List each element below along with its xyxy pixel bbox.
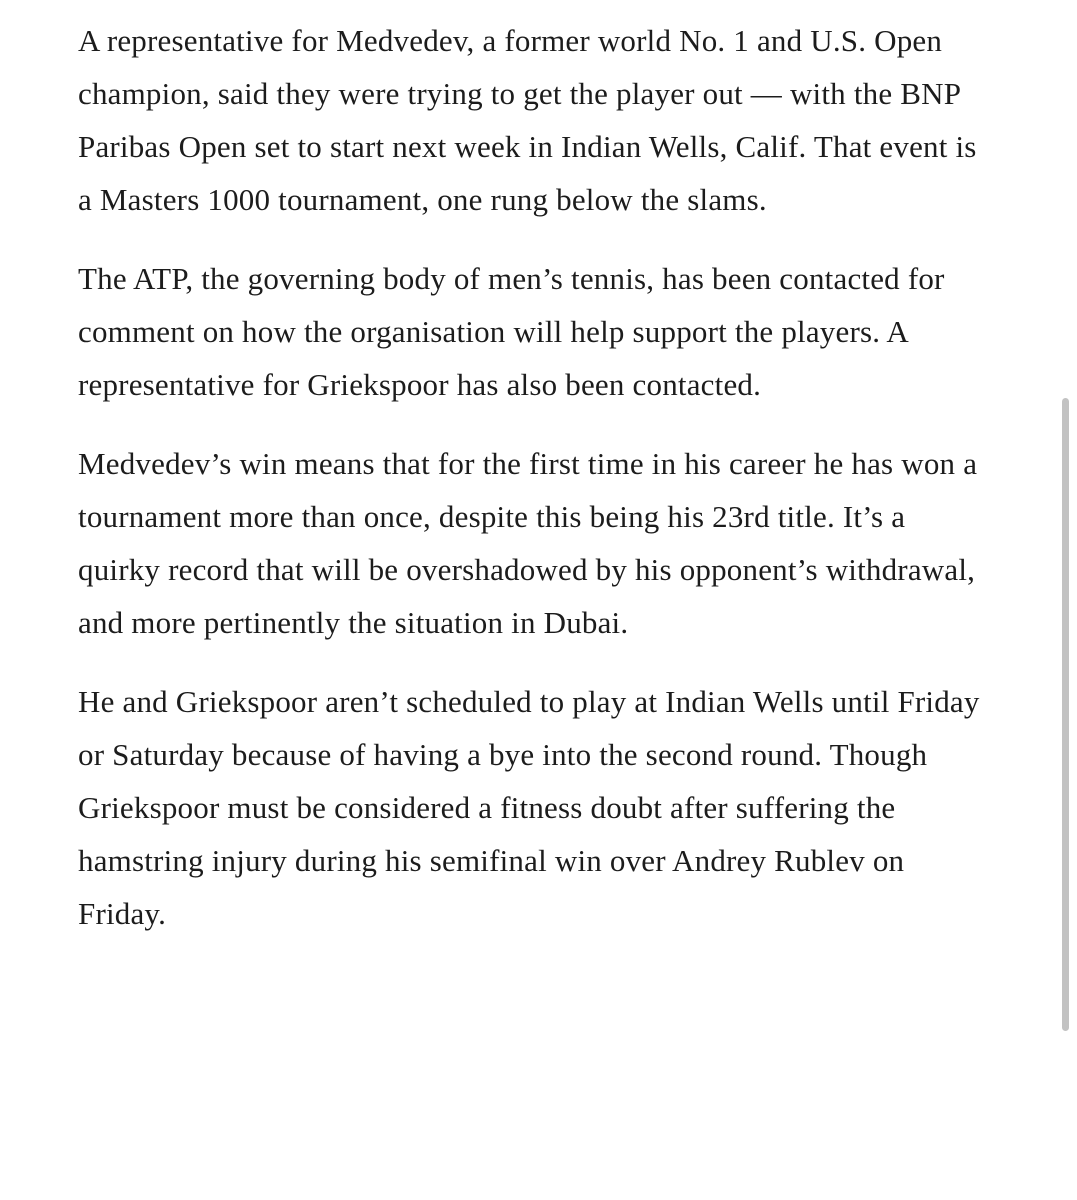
article-paragraph: He and Griekspoor aren’t scheduled to play at Indian Wells until Friday or Saturday because of having a bye into the second round. Though Griekspoor must be considered a fitness doubt after suffering the hamstring injury during his semifinal win over Andrey Rublev on Friday. (78, 684, 980, 931)
article-paragraph: The ATP, the governing body of men’s tennis, has been contacted for comment on how the organisation will help support the players. A representative for Griekspoor has also been contacted. (78, 261, 945, 402)
article-paragraph: A representative for Medvedev, a former world No. 1 and U.S. Open champion, said they were trying to get the player out — with the BNP Paribas Open set to start next week in Indian Wells, Calif. That event is a Masters 1000 tournament, one rung below the slams. (78, 23, 977, 217)
article-paragraph: Medvedev’s win means that for the first time in his career he has won a tournament more than once, despite this being his 23rd title. It’s a quirky record that will be overshadowed by his opponent’s withdrawal, and more pertinently the situation in Dubai. (78, 446, 978, 640)
scrollbar-thumb[interactable] (1062, 398, 1069, 1031)
